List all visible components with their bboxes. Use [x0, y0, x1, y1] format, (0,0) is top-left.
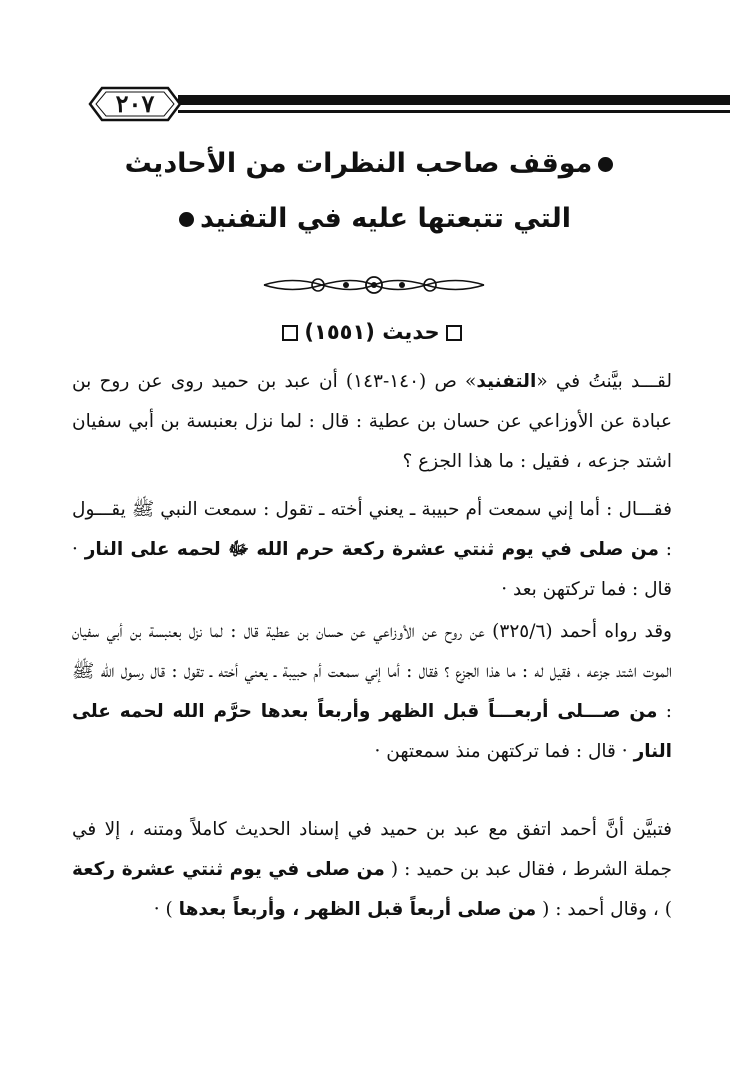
- p3-text-c: · قال : فما تركتهن منذ سمعتهن ·: [374, 741, 628, 762]
- p1-text-a: لقـــد بيَّنتُ في «: [536, 371, 672, 392]
- box-icon: [446, 325, 462, 341]
- header-rule-thin: [178, 110, 730, 113]
- paragraph-1: [72, 362, 672, 482]
- page-number-badge: [88, 86, 182, 122]
- p4-text-e: ) ·: [153, 899, 173, 920]
- hadith-heading-text: حديث (١٥٥١): [304, 320, 440, 344]
- p4-bold-2: من صلى أربعاً قبل الظهر ، وأربعاً بعدها: [178, 899, 537, 920]
- bullet-icon: [598, 157, 613, 172]
- p1-bold: التفنيد: [476, 371, 537, 392]
- bullet-icon: [179, 212, 194, 227]
- paragraph-4: [72, 810, 672, 930]
- p3-bold: من صـــلى أربعـــاً قبل الظهر وأربعاً بعدها حرَّم الله لحمه على النار: [72, 701, 672, 762]
- page-number: ٢٠٧: [115, 89, 155, 118]
- p4-text-c: ) ، وقال أحمد : (: [542, 899, 672, 920]
- paragraph-2: [72, 490, 672, 610]
- p2-text-c: · قال : فما تركتهن بعد ·: [72, 539, 672, 600]
- header-rule: [178, 95, 730, 105]
- title-line2-text: التي تتبعتها عليه في التفنيد: [199, 203, 572, 234]
- p2-bold: من صلى في يوم ثنتي عشرة ركعة حرم الله ﷻ لحمه على النار: [84, 539, 659, 560]
- title-line1-text: موقف صاحب النظرات من الأحاديث: [124, 148, 593, 179]
- p3-text-a: وقد رواه أحمد (٣٢٥/٦) عن روح عن الأوزاعي عن حسان بن عطية قال : لما نزل بعنبسة بن أبي سفيان الموت اشتد جزعه ، فقيل له : ما هذا الجزع ؟ فقال : أما إني سمعت أم حبيبة ـ يعني أخته ـ تقول : قال رسول الله ﷺ :: [72, 621, 672, 722]
- ornament-divider-icon: [262, 270, 486, 300]
- section-title-line1: [40, 148, 704, 179]
- box-icon: [282, 325, 298, 341]
- p2-text-a: فقـــال : أما إني سمعت أم حبيبة ـ يعني أخته ـ تقول : سمعت النبي ﷺ يقـــول :: [72, 499, 672, 560]
- hadith-heading: [0, 320, 744, 344]
- paragraph-3: [72, 612, 672, 772]
- section-title-line2: [40, 203, 704, 234]
- p4-bold-1: من صلى في يوم ثنتي عشرة ركعة: [72, 859, 385, 880]
- p1-text-c: » ص (١٤٠-١٤٣) أن عبد بن حميد روى عن روح بن عبادة عن الأوزاعي عن حسان بن عطية : قال : لما نزل بعنبسة بن أبي سفيان اشتد جزعه ، فقيل : ما هذا الجزع ؟: [72, 371, 672, 472]
- p4-text-a: فتبيَّن أنَّ أحمد اتفق مع عبد بن حميد في إسناد الحديث كاملاً ومتنه ، إلا في جملة الشرط ، فقال عبد بن حميد : (: [72, 819, 672, 880]
